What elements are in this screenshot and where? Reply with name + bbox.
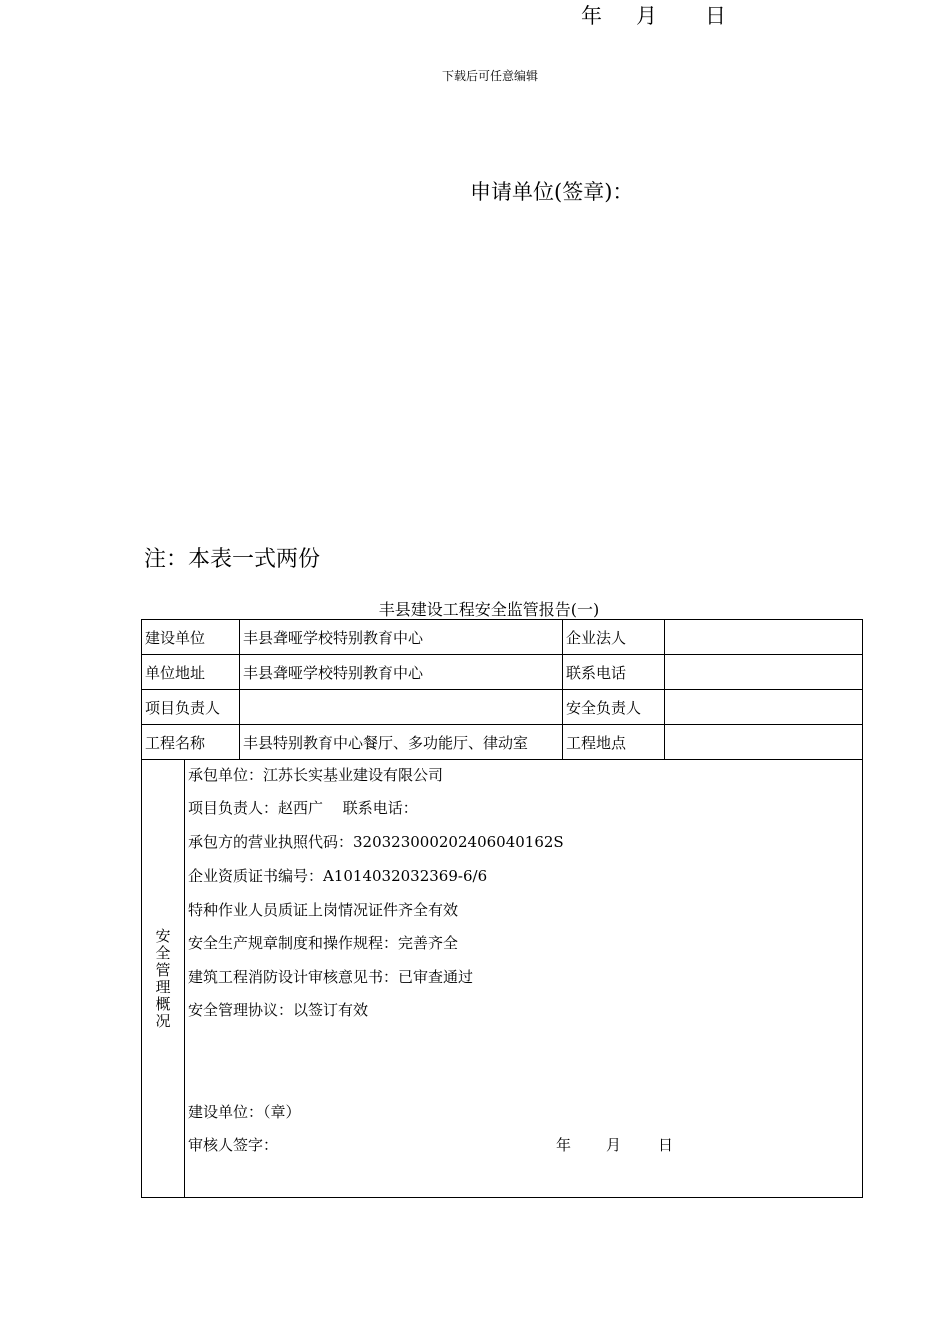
overview-line: 承包单位：江苏长实基业建设有限公司 [188, 766, 444, 784]
row-value: 丰县聋哑学校特别教育中心 [240, 620, 563, 655]
overview-row [142, 760, 863, 1198]
row-value [240, 690, 563, 725]
row-label: 工程地点 [563, 725, 665, 760]
overview-line: 项目负责人：赵西广 联系电话： [188, 799, 418, 817]
reviewer-sign-label: 审核人签字： [188, 1136, 279, 1154]
overview-line: 承包方的营业执照代码：320323000202406040162S [188, 833, 564, 851]
row-value: 丰县聋哑学校特别教育中心 [240, 655, 563, 690]
table-row [142, 620, 863, 655]
row-label: 企业法人 [563, 620, 665, 655]
overview-label-cell [142, 760, 185, 1198]
review-date-day: 日 [658, 1136, 674, 1154]
date-month-label: 月 [636, 4, 657, 28]
row-value [665, 725, 863, 760]
row-label: 工程名称 [142, 725, 240, 760]
safety-report-table [141, 619, 863, 1198]
applicant-seal-label: 申请单位(签章)： [470, 180, 634, 204]
table-row [142, 655, 863, 690]
overview-label: 安全管理概况 [155, 926, 171, 1030]
overview-line: 安全管理协议：以签订有效 [188, 1001, 369, 1019]
row-label: 安全负责人 [563, 690, 665, 725]
date-year-label: 年 [581, 4, 602, 28]
overview-line: 建筑工程消防设计审核意见书：已审查通过 [188, 968, 474, 986]
overview-line: 安全生产规章制度和操作规程：完善齐全 [188, 934, 459, 952]
review-date-month: 月 [606, 1136, 622, 1154]
builder-seal-label: 建设单位：（章） [188, 1103, 301, 1121]
row-label: 建设单位 [142, 620, 240, 655]
report-title: 丰县建设工程安全监管报告(一) [378, 600, 600, 619]
table-row [142, 690, 863, 725]
review-date-year: 年 [556, 1136, 572, 1154]
table-row [142, 725, 863, 760]
row-value [665, 620, 863, 655]
row-value [665, 655, 863, 690]
row-value [665, 690, 863, 725]
row-label: 单位地址 [142, 655, 240, 690]
row-label: 联系电话 [563, 655, 665, 690]
row-label: 项目负责人 [142, 690, 240, 725]
date-day-label: 日 [705, 4, 726, 28]
overview-line: 企业资质证书编号：A1014032032369-6/6 [188, 867, 488, 885]
header-note: 下载后可任意编辑 [441, 69, 538, 83]
overview-content [185, 760, 863, 1198]
row-value: 丰县特别教育中心餐厅、多功能厅、律动室 [240, 725, 563, 760]
overview-line: 特种作业人员质证上岗情况证件齐全有效 [188, 901, 459, 919]
copies-note: 注：本表一式两份 [144, 547, 321, 572]
